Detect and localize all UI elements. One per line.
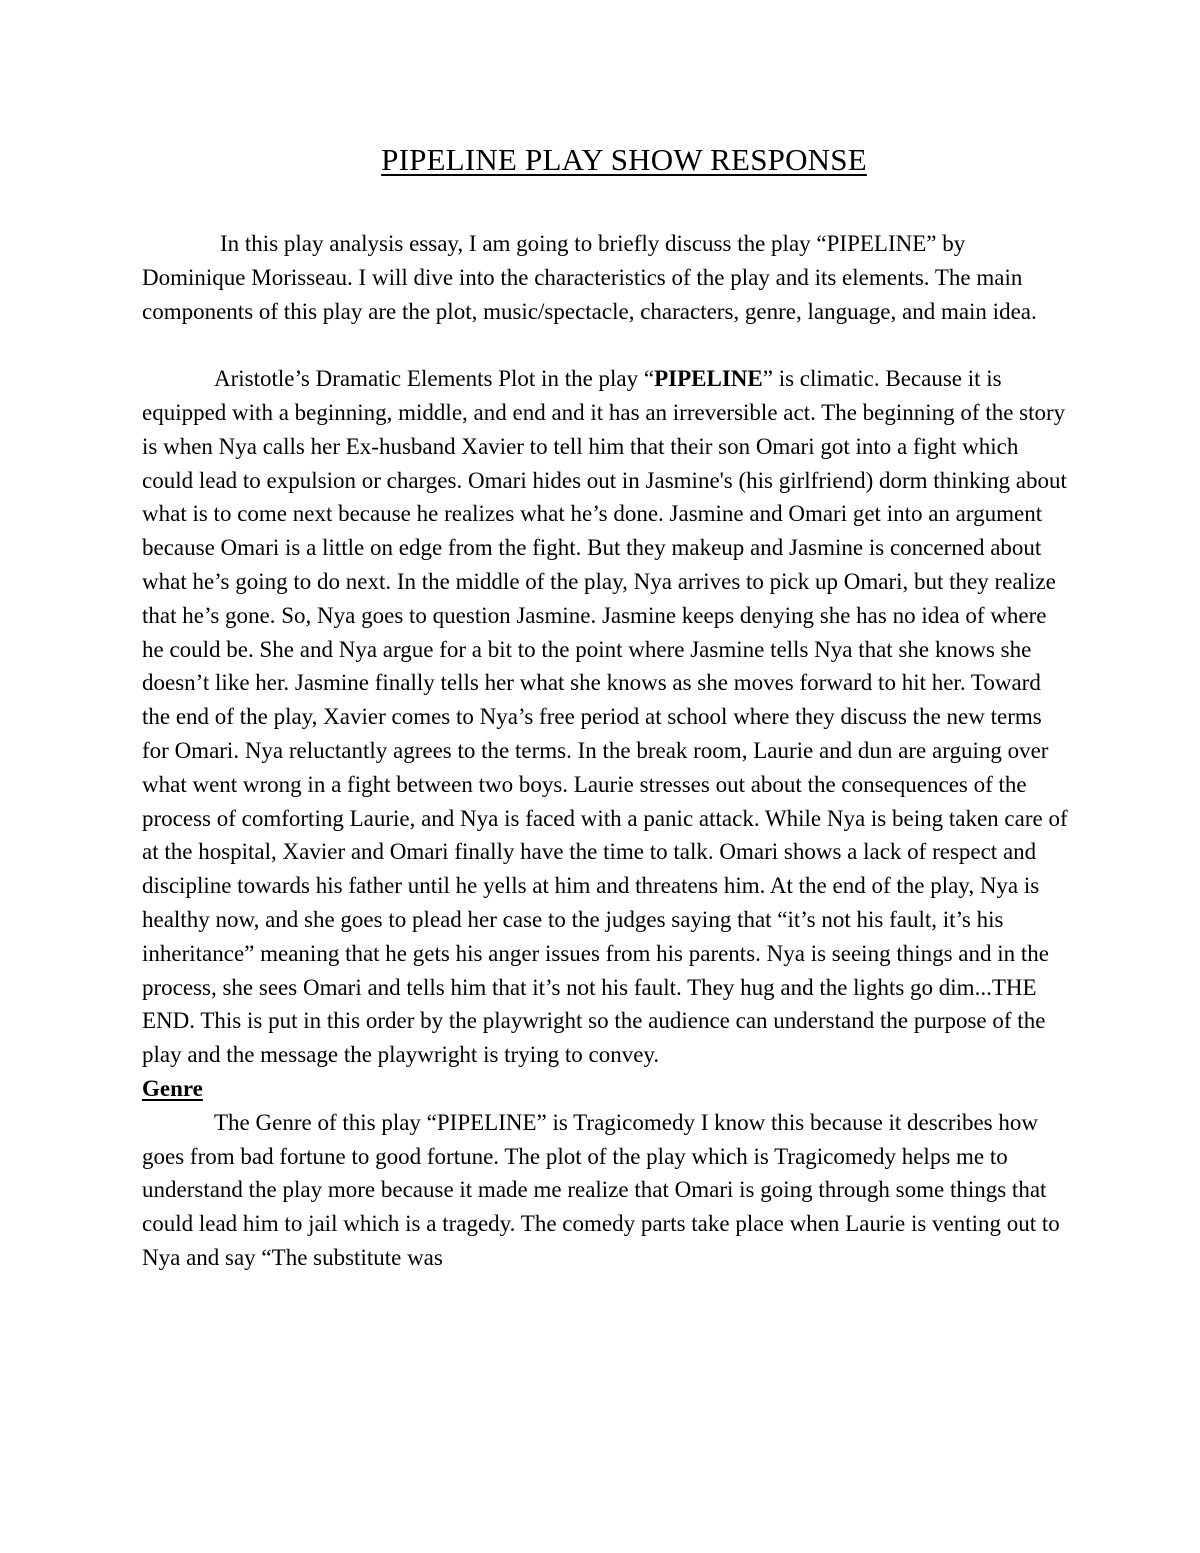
plot-paragraph — [142, 362, 1072, 1072]
document-title: PIPELINE PLAY SHOW RESPONSE — [381, 142, 867, 177]
plot-lead-text: Aristotle’s Dramatic Elements Plot in the play “ — [214, 366, 655, 392]
document-body — [142, 227, 1072, 1275]
genre-heading: Genre — [142, 1075, 203, 1101]
plot-play-name: PIPELINE — [654, 366, 763, 392]
genre-paragraph: The Genre of this play “PIPELINE” is Tragicomedy I know this because it describes how goes from bad fortune to good fortune. The plot of the play which is Tragicomedy helps me to understand the play more because it made me realize that Omari is going through some things that could lead him to jail which is a tragedy. The comedy parts take place when Laurie is venting out to Nya and say “The substitute was — [142, 1109, 1060, 1270]
plot-body-text: ” is climatic. Because it is equipped with a beginning, middle, and end and it has an irreversible act. The beginning of the story is when Nya calls her Ex-husband Xavier to tell him that their son Omari got into a fight which could lead to expulsion or charges. Omari hides out in Jasmine's (his girlfriend) dorm thinking about what is to come next because he realizes what he’s done. Jasmine and Omari get into an argument because Omari is a little on edge from the fight. But they makeup and Jasmine is concerned about what he’s going to do next. In the middle of the play, Nya arrives to pick up Omari, but they realize that he’s gone. So, Nya goes to question Jasmine. Jasmine keeps denying she has no idea of where he could be. She and Nya argue for a bit to the point where Jasmine tells Nya that she knows she doesn’t like her. Jasmine finally tells her what she knows as she moves forward to hit her. Toward the end of the play, Xavier comes to Nya’s free period at school where they discuss the new terms for Omari. Nya reluctantly agrees to the terms. In the break room, Laurie and dun are arguing over what went wrong in a fight between two boys. Laurie stresses out about the consequences of the process of comforting Laurie, and Nya is faced with a panic attack. While Nya is being taken care of at the hospital, Xavier and Omari finally have the time to talk. Omari shows a lack of respect and discipline towards his father until he yells at him and threatens him. At the end of the play, Nya is healthy now, and she goes to plead her case to the judges saying that “it’s not his fault, it’s his inheritance” meaning that he gets his anger issues from his parents. Nya is seeing things and in the process, she sees Omari and tells him that it’s not his fault. They hug and the lights go dim...THE END. This is put in this order by the playwright so the audience can understand the purpose of the play and the message the playwright is trying to convey. — [142, 366, 1068, 1068]
intro-paragraph: In this play analysis essay, I am going to briefly discuss the play “PIPELINE” by Dominique Morisseau. I will dive into the characteristics of the play and its elements. The main components of this play are the plot, music/spectacle, characters, genre, language, and main idea. — [142, 231, 1037, 324]
